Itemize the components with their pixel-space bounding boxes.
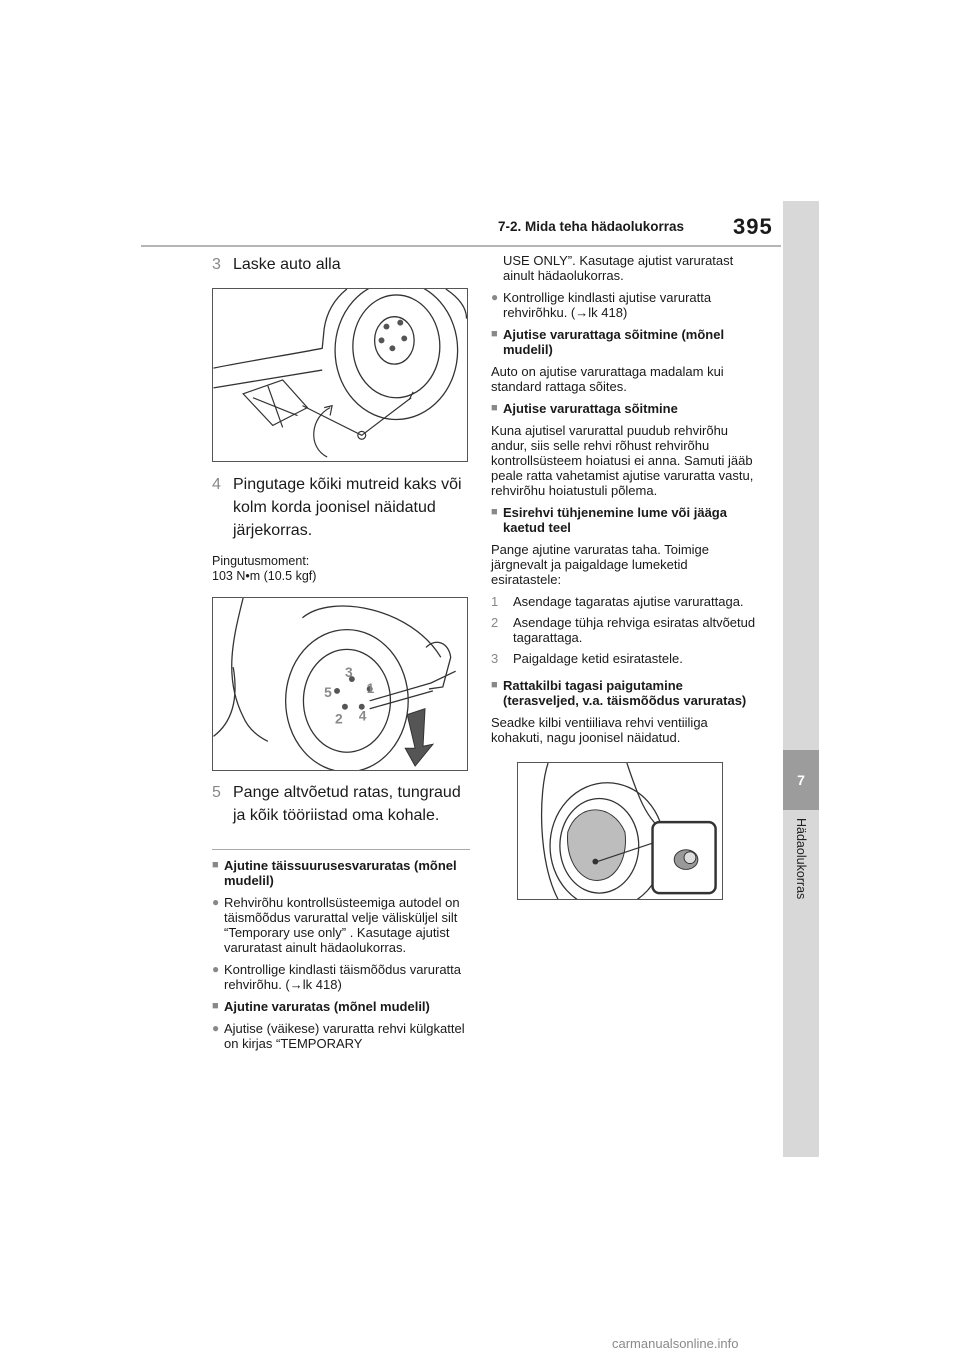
lower-car-illustration <box>212 288 468 462</box>
chapter-number-tab[interactable]: 7 <box>783 750 819 810</box>
torque-note <box>212 554 470 583</box>
fig-number-2: 2 <box>335 710 343 727</box>
wheel-cap-illustration <box>517 762 723 900</box>
step-1: 1 Asendage tagaratas ajutise varurattaga. <box>491 594 744 609</box>
chapter-label: Hädaolukorras <box>794 818 808 900</box>
step-number: 5 <box>212 784 221 801</box>
section-heading: ■ Ajutine täissuurusesvaruratas (mõnel mudelil) <box>212 858 457 888</box>
step-text: Pange altvõetud ratas, tungraud ja kõik tööriistad oma kohale. <box>233 784 461 824</box>
round-bullet-icon: ● <box>212 895 220 909</box>
fig-number-3: 3 <box>344 664 353 681</box>
bullet-item: ● Kontrollige kindlasti ajutise varuratta rehvirõhku. (→lk 418) <box>491 290 712 320</box>
fig-number-4: 4 <box>358 707 367 724</box>
step-3-right: 3 Paigaldage ketid esiratastele. <box>491 651 683 666</box>
square-bullet-icon: ■ <box>491 328 498 340</box>
page-number: 395 <box>733 214 773 239</box>
right-column <box>491 253 761 900</box>
paragraph: Seadke kilbi ventiiliava rehvi ventiiliga kohakuti, nagu joonisel näidatud. <box>491 715 708 745</box>
section-heading: ■ Esirehvi tühjenemine lume või jääga kaetud teel <box>491 505 727 535</box>
chapter-side-bar <box>783 201 819 1157</box>
square-bullet-icon: ■ <box>491 506 498 518</box>
left-column <box>212 253 470 1058</box>
round-bullet-icon: ● <box>212 1021 220 1035</box>
torque-value: 103 N•m (10.5 kgf) <box>212 568 317 583</box>
watermark: carmanualsonline.info <box>612 1336 739 1351</box>
paragraph: Auto on ajutise varurattaga madalam kui standard rattaga sõites. <box>491 364 724 394</box>
step-2: 2 Asendage tühja rehviga esiratas altvõetud tagarattaga. <box>491 615 756 645</box>
step-text: Pingutage kõiki mutreid kaks või kolm korda joonisel näidatud järjekorras. <box>233 476 462 539</box>
torque-label: Pingutusmoment: <box>212 554 310 568</box>
round-bullet-icon: ● <box>212 962 220 976</box>
header-divider <box>141 245 781 247</box>
paragraph: Kuna ajutisel varurattal puudub rehvirõhu andur, siis selle rehvi rõhust rehvirõhu kontrollsüsteem hoiatusi ei anna. Samuti jääb peale ratta vahetamist ajutise varuratta vastu, rehvirõhu hoiatustuli põlema. <box>491 423 754 498</box>
tighten-nuts-illustration <box>212 597 468 771</box>
step-4 <box>212 473 470 542</box>
fig-number-5: 5 <box>324 683 332 700</box>
section-heading: ■ Ajutine varuratas (mõnel mudelil) <box>212 999 430 1014</box>
section-heading: ■ Ajutise varurattaga sõitmine (mõnel mudelil) <box>491 327 725 357</box>
paragraph: Pange ajutine varuratas taha. Toimige järgnevalt ja paigaldage lumeketid esiratastele: <box>491 542 710 587</box>
step-text: Laske auto alla <box>233 256 341 273</box>
step-number: 3 <box>212 256 221 273</box>
square-bullet-icon: ■ <box>491 679 498 691</box>
section-divider <box>212 849 470 850</box>
step-5 <box>212 781 470 827</box>
step-number: 4 <box>212 476 221 493</box>
section-heading: ■ Ajutise varurattaga sõitmine <box>491 401 678 416</box>
section-title: 7-2. Mida teha hädaolukorras <box>498 219 685 234</box>
bullet-item: ● Rehvirõhu kontrollsüsteemiga autodel on täismõõdus varurattal velje välisküljel silt “Temporary use only” . Kasutage ajutist varuratast ainult hädaolukorras. <box>212 895 460 955</box>
section-heading: ■ Rattakilbi tagasi paigutamine (terasveljed, v.a. täismõõdus varuratas) <box>491 678 747 708</box>
bullet-item: ● Kontrollige kindlasti täismõõdus varuratta rehvirõhu. (→lk 418) <box>212 962 462 992</box>
square-bullet-icon: ■ <box>212 1000 219 1012</box>
square-bullet-icon: ■ <box>491 402 498 414</box>
round-bullet-icon: ● <box>491 290 499 304</box>
step-3 <box>212 253 470 276</box>
square-bullet-icon: ■ <box>212 859 219 871</box>
fig-number-1: 1 <box>366 679 375 696</box>
bullet-item: ● Ajutise (väikese) varuratta rehvi külgkattel on kirjas “TEMPORARY <box>212 1021 465 1051</box>
continued-text: USE ONLY”. Kasutage ajutist varuratast ainult hädaolukorras. <box>503 253 734 283</box>
